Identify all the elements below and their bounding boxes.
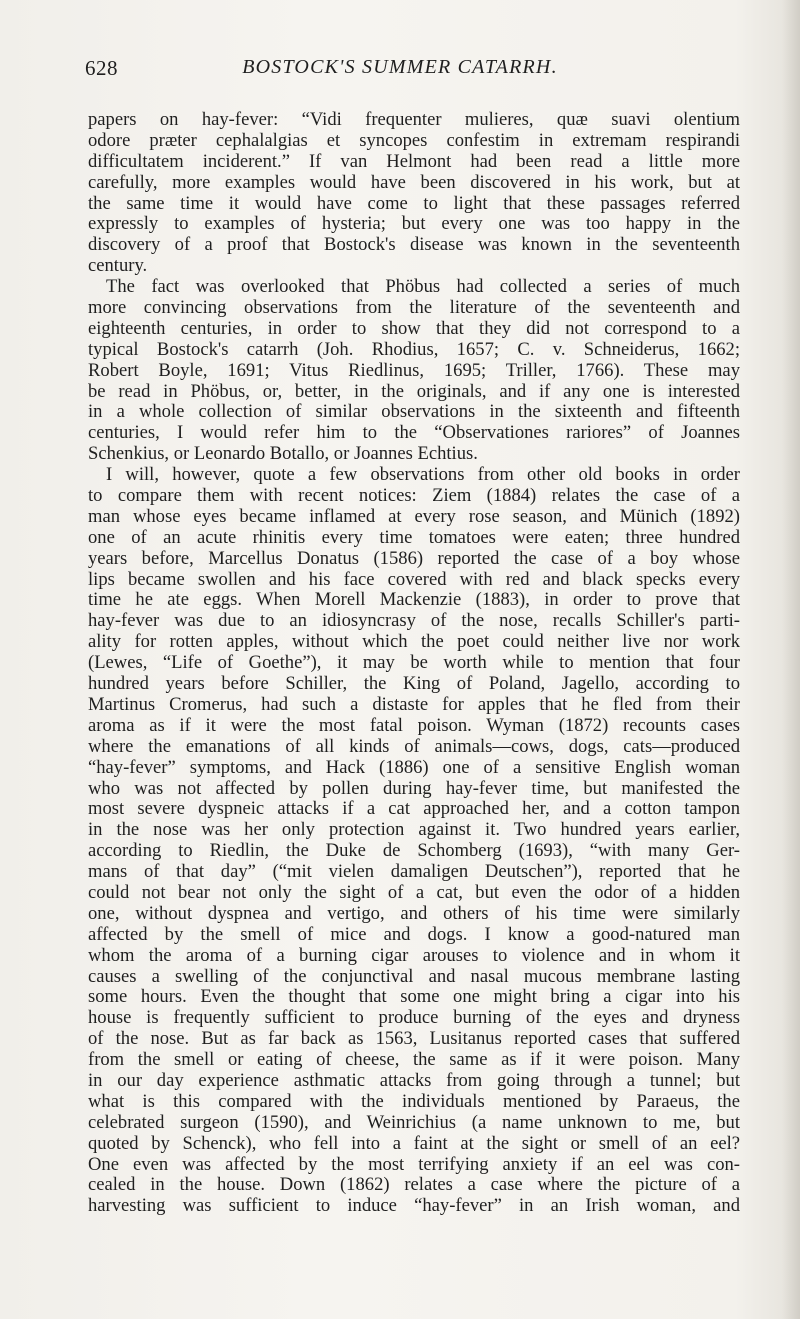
text-line: harvesting was sufficient to induce “hay-fever” in an Irish woman, and [88,1195,740,1217]
text-line: difficultatem inciderent.” If van Helmont had been read a little more [88,150,740,172]
text-line: time he ate eggs. When Morell Mackenzie (1883), in order to prove that [88,589,740,611]
text-line: (Lewes, “Life of Goethe”), it may be worth while to mention that four [88,652,740,674]
text-line: house is frequently sufficient to produce burning of the eyes and dryness [88,1007,740,1029]
text-line: could not bear not only the sight of a cat, but even the odor of a hidden [88,881,740,903]
text-line: expressly to examples of hysteria; but every one was too happy in the [88,213,740,235]
text-line: causes a swelling of the conjunctival and nasal mucous membrane lasting [88,965,740,987]
text-line: be read in Phöbus, or, better, in the originals, and if any one is interested [88,380,740,402]
page-number: 628 [85,56,118,80]
text-line: papers on hay-fever: “Vidi frequenter mulieres, quæ suavi olentium [88,109,740,130]
text-line: in a whole collection of similar observations in the sixteenth and fifteenth [88,401,740,423]
text-line: “hay-fever” symptoms, and Hack (1886) one of a sensitive English woman [88,756,740,778]
text-line: some hours. Even the thought that some one might bring a cigar into his [88,986,740,1008]
text-line: lips became swollen and his face covered with red and black specks every [88,568,740,590]
text-line: more convincing observations from the literature of the seventeenth and [88,297,740,319]
text-line: centuries, I would refer him to the “Observationes rariores” of Joannes [88,422,740,444]
text-line: I will, however, quote a few observations from other old books in order [106,464,740,486]
text-line: what is this compared with the individuals mentioned by Paraeus, the [88,1090,740,1112]
text-line: where the emanations of all kinds of animals—cows, dogs, cats—produced [88,735,740,757]
text-line: man whose eyes became inflamed at every rose season, and Münich (1892) [88,505,740,527]
text-line: odore præter cephalalgias et syncopes confestim in extremam respirandi [88,129,740,151]
text-line: mans of that day” (“mit vielen damaligen Deutschen”), reported that he [88,861,740,883]
text-line: Martinus Cromerus, had such a distaste for apples that he fled from their [88,693,740,715]
text-line: hay-fever was due to an idiosyncrasy of the nose, recalls Schiller's parti- [88,610,740,632]
text-line: ality for rotten apples, without which the poet could neither live nor work [88,631,740,653]
running-title: BOSTOCK'S SUMMER CATARRH. [242,56,558,78]
text-line: discovery of a proof that Bostock's disease was known in the seventeenth [88,234,740,256]
page-header [0,54,800,88]
text-line: Schenkius, or Leonardo Botallo, or Joannes Echtius. [88,443,478,465]
text-line: one, without dyspnea and vertigo, and others of his time were similarly [88,902,740,924]
text-line: quoted by Schenck), who fell into a faint at the sight or smell of an eel? [88,1132,740,1154]
text-line: One even was affected by the most terrifying anxiety if an eel was con- [88,1153,740,1175]
text-line: Robert Boyle, 1691; Vitus Riedlinus, 1695; Triller, 1766). These may [88,359,740,381]
text-line: hundred years before Schiller, the King of Poland, Jagello, according to [88,673,740,695]
text-line: eighteenth centuries, in order to show that they did not correspond to a [88,317,740,339]
text-line: the same time it would have come to light that these passages referred [88,192,740,214]
text-line: celebrated surgeon (1590), and Weinrichius (a name unknown to me, but [88,1111,740,1133]
text-line: from the smell or eating of cheese, the same as if it were poison. Many [88,1049,740,1071]
text-line: century. [88,255,148,277]
text-line: cealed in the house. Down (1862) relates a case where the picture of a [88,1174,740,1196]
text-line: years before, Marcellus Donatus (1586) reported the case of a boy whose [88,547,740,569]
text-line: whom the aroma of a burning cigar arouses to violence and in whom it [88,944,740,966]
text-line: of the nose. But as far back as 1563, Lusitanus reported cases that suffered [88,1028,740,1050]
text-line: carefully, more examples would have been discovered in his work, but at [88,171,740,193]
text-line: in our day experience asthmatic attacks from going through a tunnel; but [88,1069,740,1091]
text-line: aroma as if it were the most fatal poison. Wyman (1872) recounts cases [88,714,740,736]
text-line: to compare them with recent notices: Ziem (1884) relates the case of a [88,485,740,507]
text-line: affected by the smell of mice and dogs. I know a good-natured man [88,923,740,945]
body-text [88,110,740,1217]
text-line: in the nose was her only protection against it. Two hundred years earlier, [88,819,740,841]
text-line: The fact was overlooked that Phöbus had collected a series of much [106,276,740,298]
text-line: one of an acute rhinitis every time tomatoes were eaten; three hundred [88,526,740,548]
text-line: most severe dyspneic attacks if a cat approached her, and a cotton tampon [88,798,740,820]
text-line: according to Riedlin, the Duke de Schomberg (1693), “with many Ger- [88,840,740,862]
page-edge-shadow [782,0,800,1319]
text-line: typical Bostock's catarrh (Joh. Rhodius, 1657; C. v. Schneiderus, 1662; [88,338,740,360]
text-line: who was not affected by pollen during hay-fever time, but manifested the [88,777,740,799]
